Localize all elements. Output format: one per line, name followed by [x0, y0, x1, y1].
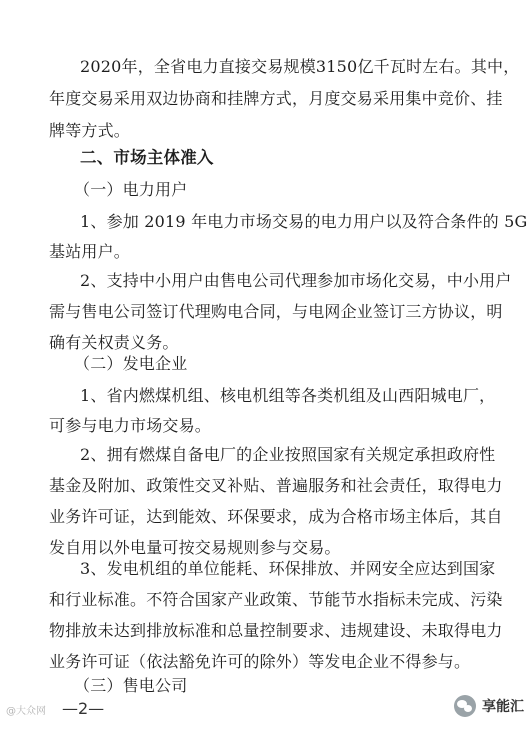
text-line: 需与售电公司签订代理购电合同，与电网企业签订三方协议，明	[49, 302, 503, 321]
text-line: 业务许可证（依法豁免许可的除外）等发电企业不得参与。	[49, 652, 471, 671]
section-heading-text: 二、市场主体准入	[80, 148, 214, 167]
text-line: 物排放未达到排放标准和总量控制要求、违规建设、未取得电力	[49, 621, 503, 640]
text-line: 基站用户。	[49, 242, 131, 261]
text-line: 确有关权责义务。	[49, 333, 179, 352]
subsection-heading-text: （三）售电公司	[74, 676, 188, 695]
text-line: 业务许可证，达到能效、环保要求，成为合格市场主体后，其自	[49, 507, 503, 526]
watermark-text: @大众网	[6, 706, 46, 717]
subsection-heading-text: （二）发电企业	[74, 354, 188, 373]
text-line: 基金及附加、政策性交叉补贴、普遍服务和社会责任，取得电力	[49, 476, 503, 495]
text-line: 2、拥有燃煤自备电厂的企业按照国家有关规定承担政府性	[80, 445, 496, 464]
text-line: 年度交易采用双边协商和挂牌方式，月度交易采用集中竞价、挂	[49, 89, 503, 108]
subsection-heading-text: （一）电力用户	[74, 180, 188, 199]
text-line: 1、参加 2019 年电力市场交易的电力用户以及符合条件的 5G	[80, 212, 528, 231]
text-line: 2020年，全省电力直接交易规模3150亿千瓦时左右。其中，	[80, 57, 520, 76]
text-line: 发自用以外电量可按交易规则参与交易。	[49, 538, 341, 557]
brand-name: 享能汇	[482, 699, 524, 715]
text-line: 牌等方式。	[49, 121, 131, 140]
wechat-icon	[454, 695, 476, 717]
text-line: 2、支持中小用户由售电公司代理参加市场化交易，中小用户	[80, 271, 512, 290]
page-footer	[0, 689, 532, 729]
page-number: —2—	[62, 699, 105, 718]
brand-badge	[454, 695, 524, 717]
text-line: 3、发电机组的单位能耗、环保排放、并网安全应达到国家	[80, 559, 496, 578]
text-line: 可参与电力市场交易。	[49, 416, 212, 435]
text-line: 1、省内燃煤机组、核电机组等各类机组及山西阳城电厂，	[80, 386, 496, 405]
text-line: 和行业标准。不符合国家产业政策、节能节水指标未完成、污染	[49, 590, 503, 609]
